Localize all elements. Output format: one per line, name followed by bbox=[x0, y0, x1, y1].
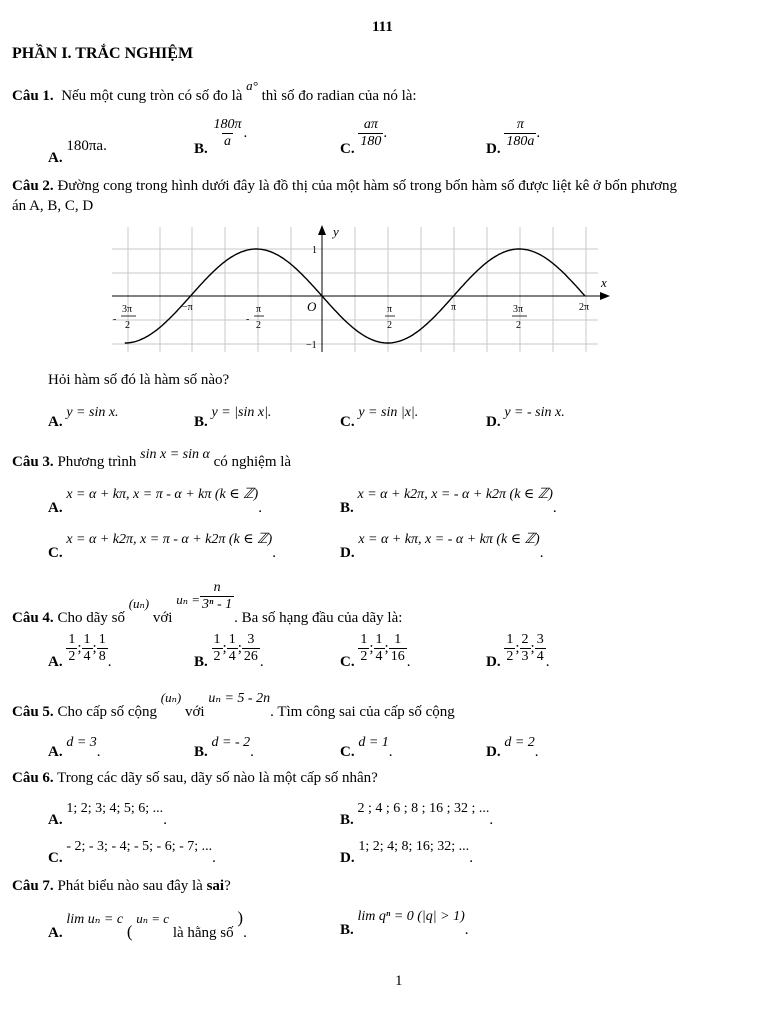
fraction-numerator: 1 bbox=[68, 632, 76, 647]
tick-num: π bbox=[387, 304, 393, 315]
question-text: Phương trình bbox=[57, 454, 137, 470]
option-tail: . bbox=[96, 744, 101, 760]
option-inner-text: là hằng số bbox=[172, 925, 234, 941]
option-expr: d = 2 bbox=[504, 735, 535, 750]
option-letter: D. bbox=[486, 414, 501, 430]
fraction-denominator: 2 bbox=[360, 649, 368, 665]
option-inner-expr: uₙ = c bbox=[136, 911, 170, 926]
option-letter: B. bbox=[340, 500, 354, 516]
option-expr: 180πa. bbox=[66, 138, 107, 154]
q7-option-b[interactable] bbox=[340, 908, 469, 938]
question-text: ? bbox=[224, 878, 231, 894]
question-6 bbox=[12, 770, 378, 787]
fraction-numerator: 1 bbox=[83, 632, 91, 647]
tick-den: 2 bbox=[516, 320, 521, 331]
y-tick-label: −1 bbox=[306, 340, 317, 351]
fraction-numerator: 1 bbox=[213, 632, 221, 647]
fraction-denominator: a bbox=[224, 134, 232, 150]
x-axis-label: x bbox=[601, 275, 607, 290]
option-letter: A. bbox=[48, 925, 63, 941]
option-expr: - 2; - 3; - 4; - 5; - 6; - 7; ... bbox=[66, 839, 213, 854]
x-tick-label: −π bbox=[182, 302, 193, 313]
option-letter: D. bbox=[486, 744, 501, 760]
question-text-emphasis: sai bbox=[206, 878, 225, 894]
q2-option-c[interactable] bbox=[340, 404, 419, 430]
sine-graph bbox=[108, 222, 612, 354]
q4-option-d[interactable]: D. $\frac{1}{2}$ ; $\frac{2}{3}$ ; $\frac{3}{4}$ . bbox=[486, 632, 550, 671]
option-letter: C. bbox=[340, 654, 355, 671]
formula: uₙ = 5 - 2n bbox=[208, 691, 271, 706]
option-letter: C. bbox=[48, 545, 63, 561]
option-tail: . bbox=[536, 125, 541, 142]
x-tick-label: π bbox=[451, 302, 457, 313]
y-tick-label: 1 bbox=[312, 245, 317, 256]
tick-den: 2 bbox=[387, 320, 392, 331]
option-letter: A. bbox=[48, 744, 63, 760]
x-tick-frac-neg-3pi-2 bbox=[113, 304, 136, 331]
fraction-denominator: 8 bbox=[98, 649, 106, 665]
y-axis-label: y bbox=[333, 224, 339, 239]
x-axis-arrow bbox=[600, 292, 610, 300]
x-tick-label: 2π bbox=[579, 302, 590, 313]
fraction-numerator: n bbox=[213, 580, 221, 595]
sequence-symbol: (uₙ) bbox=[160, 690, 182, 705]
fraction-numerator: 1 bbox=[228, 632, 236, 647]
q5-option-b[interactable] bbox=[194, 734, 254, 760]
fraction-denominator: 4 bbox=[83, 649, 91, 665]
question-2 bbox=[12, 178, 677, 195]
option-expr: y = |sin x|. bbox=[211, 405, 272, 420]
fraction-denominator: 2 bbox=[213, 649, 221, 665]
fraction-numerator: 2 bbox=[521, 632, 529, 647]
option-tail: . bbox=[534, 744, 539, 760]
question-3 bbox=[12, 446, 292, 470]
fraction-numerator: aπ bbox=[363, 117, 378, 132]
fraction-denominator: 2 bbox=[506, 649, 514, 665]
option-expr: d = 3 bbox=[66, 735, 97, 750]
fraction-denominator: 180 bbox=[360, 134, 382, 150]
option-expr: 2 ; 4 ; 6 ; 8 ; 16 ; 32 ; ... bbox=[357, 801, 490, 816]
option-tail: . bbox=[243, 125, 248, 142]
question-2-prompt: Hỏi hàm số đó là hàm số nào? bbox=[48, 372, 230, 388]
option-letter: D. bbox=[340, 850, 355, 866]
tick-num: π bbox=[256, 304, 262, 315]
question-text: . Tìm công sai của cấp số cộng bbox=[270, 704, 455, 720]
option-tail: . bbox=[489, 812, 494, 828]
fraction-numerator: 1 bbox=[360, 632, 368, 647]
option-tail: . bbox=[464, 922, 469, 938]
option-expr: x = α + k2π, x = - α + k2π (k ∈ ℤ) bbox=[357, 487, 553, 502]
formula-lhs: uₙ = bbox=[176, 592, 201, 608]
question-text: thì số đo radian của nó là: bbox=[261, 88, 417, 104]
option-tail: . bbox=[212, 850, 216, 866]
paren: ( bbox=[126, 922, 133, 941]
fraction-numerator: 1 bbox=[375, 632, 383, 647]
q7-option-a[interactable] bbox=[48, 908, 247, 941]
option-letter: B. bbox=[194, 744, 208, 760]
option-expr: x = α + kπ, x = π - α + kπ (k ∈ ℤ) bbox=[66, 487, 259, 502]
fraction-denominator: 26 bbox=[243, 649, 258, 665]
q3-option-b[interactable] bbox=[340, 486, 557, 516]
option-tail: . bbox=[243, 925, 247, 941]
q4-option-c[interactable]: C. $\frac{1}{2}$ ; $\frac{1}{4}$ ; $\frac{1}{16}$ . bbox=[340, 632, 411, 671]
option-tail: . bbox=[388, 744, 393, 760]
option-letter: D. bbox=[486, 654, 501, 671]
q3-option-c[interactable] bbox=[48, 531, 276, 561]
option-expr: lim uₙ = c bbox=[66, 912, 124, 927]
option-tail: . bbox=[272, 545, 276, 561]
page-number-header: 111 bbox=[372, 19, 393, 35]
question-label: Câu 7. bbox=[12, 878, 54, 894]
fraction-numerator: 1 bbox=[394, 632, 402, 647]
question-text: với bbox=[184, 704, 205, 720]
y-axis-arrow bbox=[318, 225, 326, 235]
page-number-footer: 1 bbox=[395, 973, 403, 989]
x-tick-frac-pi-2 bbox=[385, 304, 395, 331]
tick-num: 3π bbox=[122, 304, 133, 315]
option-letter: C. bbox=[48, 850, 63, 866]
question-text: Cho dãy số bbox=[57, 610, 125, 627]
question-1 bbox=[12, 78, 417, 105]
question-5 bbox=[12, 690, 455, 720]
option-expr: 1; 2; 4; 8; 16; 32; ... bbox=[358, 839, 470, 854]
q1-option-a[interactable] bbox=[48, 138, 107, 166]
option-letter: B. bbox=[194, 654, 208, 671]
q6-option-c[interactable] bbox=[48, 838, 216, 866]
question-label: Câu 6. bbox=[12, 770, 54, 786]
option-letter: D. bbox=[340, 545, 355, 561]
q6-option-a[interactable] bbox=[48, 800, 167, 828]
q1-option-c[interactable] bbox=[340, 117, 388, 158]
fraction-numerator: 1 bbox=[98, 632, 106, 647]
q2-option-b[interactable] bbox=[194, 404, 272, 430]
fraction-numerator: π bbox=[516, 117, 524, 132]
question-text: Phát biểu nào sau đây là bbox=[57, 878, 203, 894]
question-label: Câu 2. bbox=[12, 178, 54, 194]
q4-option-a[interactable]: A. $\frac{1}{2}$ ; $\frac{1}{4}$ ; $\frac{1}{8}$ . bbox=[48, 632, 112, 671]
option-expr: lim qⁿ = 0 (|q| > 1) bbox=[357, 909, 465, 924]
option-letter: D. bbox=[486, 141, 501, 158]
option-letter: B. bbox=[194, 414, 208, 430]
question-label: Câu 4. bbox=[12, 610, 54, 627]
section-title: PHẦN I. TRẮC NGHIỆM bbox=[12, 45, 194, 62]
option-letter: C. bbox=[340, 744, 355, 760]
option-tail: . bbox=[539, 545, 544, 561]
tick-sign: - bbox=[113, 314, 117, 325]
tick-den: 2 bbox=[125, 320, 130, 331]
option-expr: y = sin x. bbox=[66, 405, 119, 420]
option-letter: B. bbox=[340, 812, 354, 828]
option-letter: A. bbox=[48, 414, 63, 430]
question-math: sin x = sin α bbox=[140, 447, 210, 462]
q1-option-d[interactable] bbox=[486, 117, 541, 158]
question-text: Nếu một cung tròn có số đo là bbox=[61, 88, 243, 104]
option-tail: . bbox=[258, 500, 262, 516]
question-text: Trong các dãy số sau, dãy số nào là một cấp số nhân? bbox=[57, 770, 378, 786]
fraction-numerator: 3 bbox=[536, 632, 544, 647]
grid-lines bbox=[112, 227, 598, 352]
question-4 bbox=[12, 578, 403, 627]
question-text: với bbox=[152, 610, 173, 627]
q1-option-b[interactable] bbox=[194, 117, 248, 158]
option-tail: . bbox=[552, 500, 557, 516]
paren: ) bbox=[237, 908, 244, 927]
fraction-denominator: 3ⁿ - 1 bbox=[202, 597, 233, 613]
option-expr: x = α + k2π, x = π - α + k2π (k ∈ ℤ) bbox=[66, 532, 273, 547]
fraction-numerator: 1 bbox=[506, 632, 514, 647]
q2-option-a[interactable] bbox=[48, 404, 119, 430]
question-label: Câu 5. bbox=[12, 704, 54, 720]
q3-option-a[interactable] bbox=[48, 486, 262, 516]
fraction-denominator: 180a bbox=[506, 134, 535, 150]
question-text: Đường cong trong hình dưới đây là đồ thị của một hàm số trong bốn hàm số được liệt kê ở bốn phương bbox=[57, 178, 678, 194]
fraction-numerator: 3 bbox=[247, 632, 255, 647]
fraction-denominator: 4 bbox=[536, 649, 544, 665]
option-tail: . bbox=[250, 744, 254, 760]
x-tick-frac-neg-pi-2 bbox=[246, 304, 264, 331]
option-letter: C. bbox=[340, 414, 355, 430]
option-tail: . bbox=[469, 850, 473, 866]
fraction-denominator: 2 bbox=[68, 649, 76, 665]
tick-sign: - bbox=[246, 314, 250, 325]
q6-option-d[interactable] bbox=[340, 838, 473, 866]
fraction-denominator: 4 bbox=[228, 649, 236, 665]
option-expr: 1; 2; 3; 4; 5; 6; ... bbox=[66, 801, 164, 816]
question-text: . Ba số hạng đầu của dãy là: bbox=[234, 610, 403, 627]
question-label: Câu 3. bbox=[12, 454, 54, 470]
option-expr: d = 1 bbox=[358, 735, 389, 750]
option-letter: B. bbox=[340, 922, 354, 938]
option-letter: A. bbox=[48, 812, 63, 828]
math-degree: a° bbox=[246, 78, 258, 93]
option-tail: . bbox=[163, 812, 167, 828]
question-label: Câu 1. bbox=[12, 88, 54, 104]
question-text: Cho cấp số cộng bbox=[57, 704, 158, 720]
q2-option-d[interactable] bbox=[486, 404, 565, 430]
option-letter: A. bbox=[48, 150, 63, 166]
q6-option-b[interactable] bbox=[340, 800, 494, 828]
q5-option-c[interactable] bbox=[340, 734, 393, 760]
option-letter: A. bbox=[48, 654, 63, 671]
option-expr: x = α + kπ, x = - α + kπ (k ∈ ℤ) bbox=[358, 532, 540, 547]
q4-option-b[interactable]: B. $\frac{1}{2}$ ; $\frac{1}{4}$ ; $\frac{3}{26}$ . bbox=[194, 632, 264, 671]
tick-den: 2 bbox=[256, 320, 261, 331]
option-expr: d = - 2 bbox=[211, 735, 251, 750]
option-letter: C. bbox=[340, 141, 355, 158]
option-tail: . bbox=[383, 125, 388, 142]
tick-num: 3π bbox=[513, 304, 524, 315]
q5-option-a[interactable] bbox=[48, 734, 101, 760]
question-text: có nghiệm là bbox=[213, 454, 292, 470]
option-expr: y = - sin x. bbox=[504, 405, 565, 420]
fraction-denominator: 16 bbox=[390, 649, 405, 665]
q5-option-d[interactable] bbox=[486, 734, 539, 760]
sequence-symbol: (uₙ) bbox=[128, 596, 150, 612]
option-letter: B. bbox=[194, 141, 208, 158]
option-expr: y = sin |x|. bbox=[358, 405, 419, 420]
option-letter: A. bbox=[48, 500, 63, 516]
origin-label: O bbox=[307, 299, 317, 314]
q3-option-d[interactable] bbox=[340, 531, 544, 561]
question-2-line2: án A, B, C, D bbox=[12, 198, 94, 214]
fraction-denominator: 4 bbox=[375, 649, 383, 665]
question-7 bbox=[12, 878, 231, 895]
fraction-denominator: 3 bbox=[521, 649, 529, 665]
fraction-numerator: 180π bbox=[213, 117, 242, 132]
